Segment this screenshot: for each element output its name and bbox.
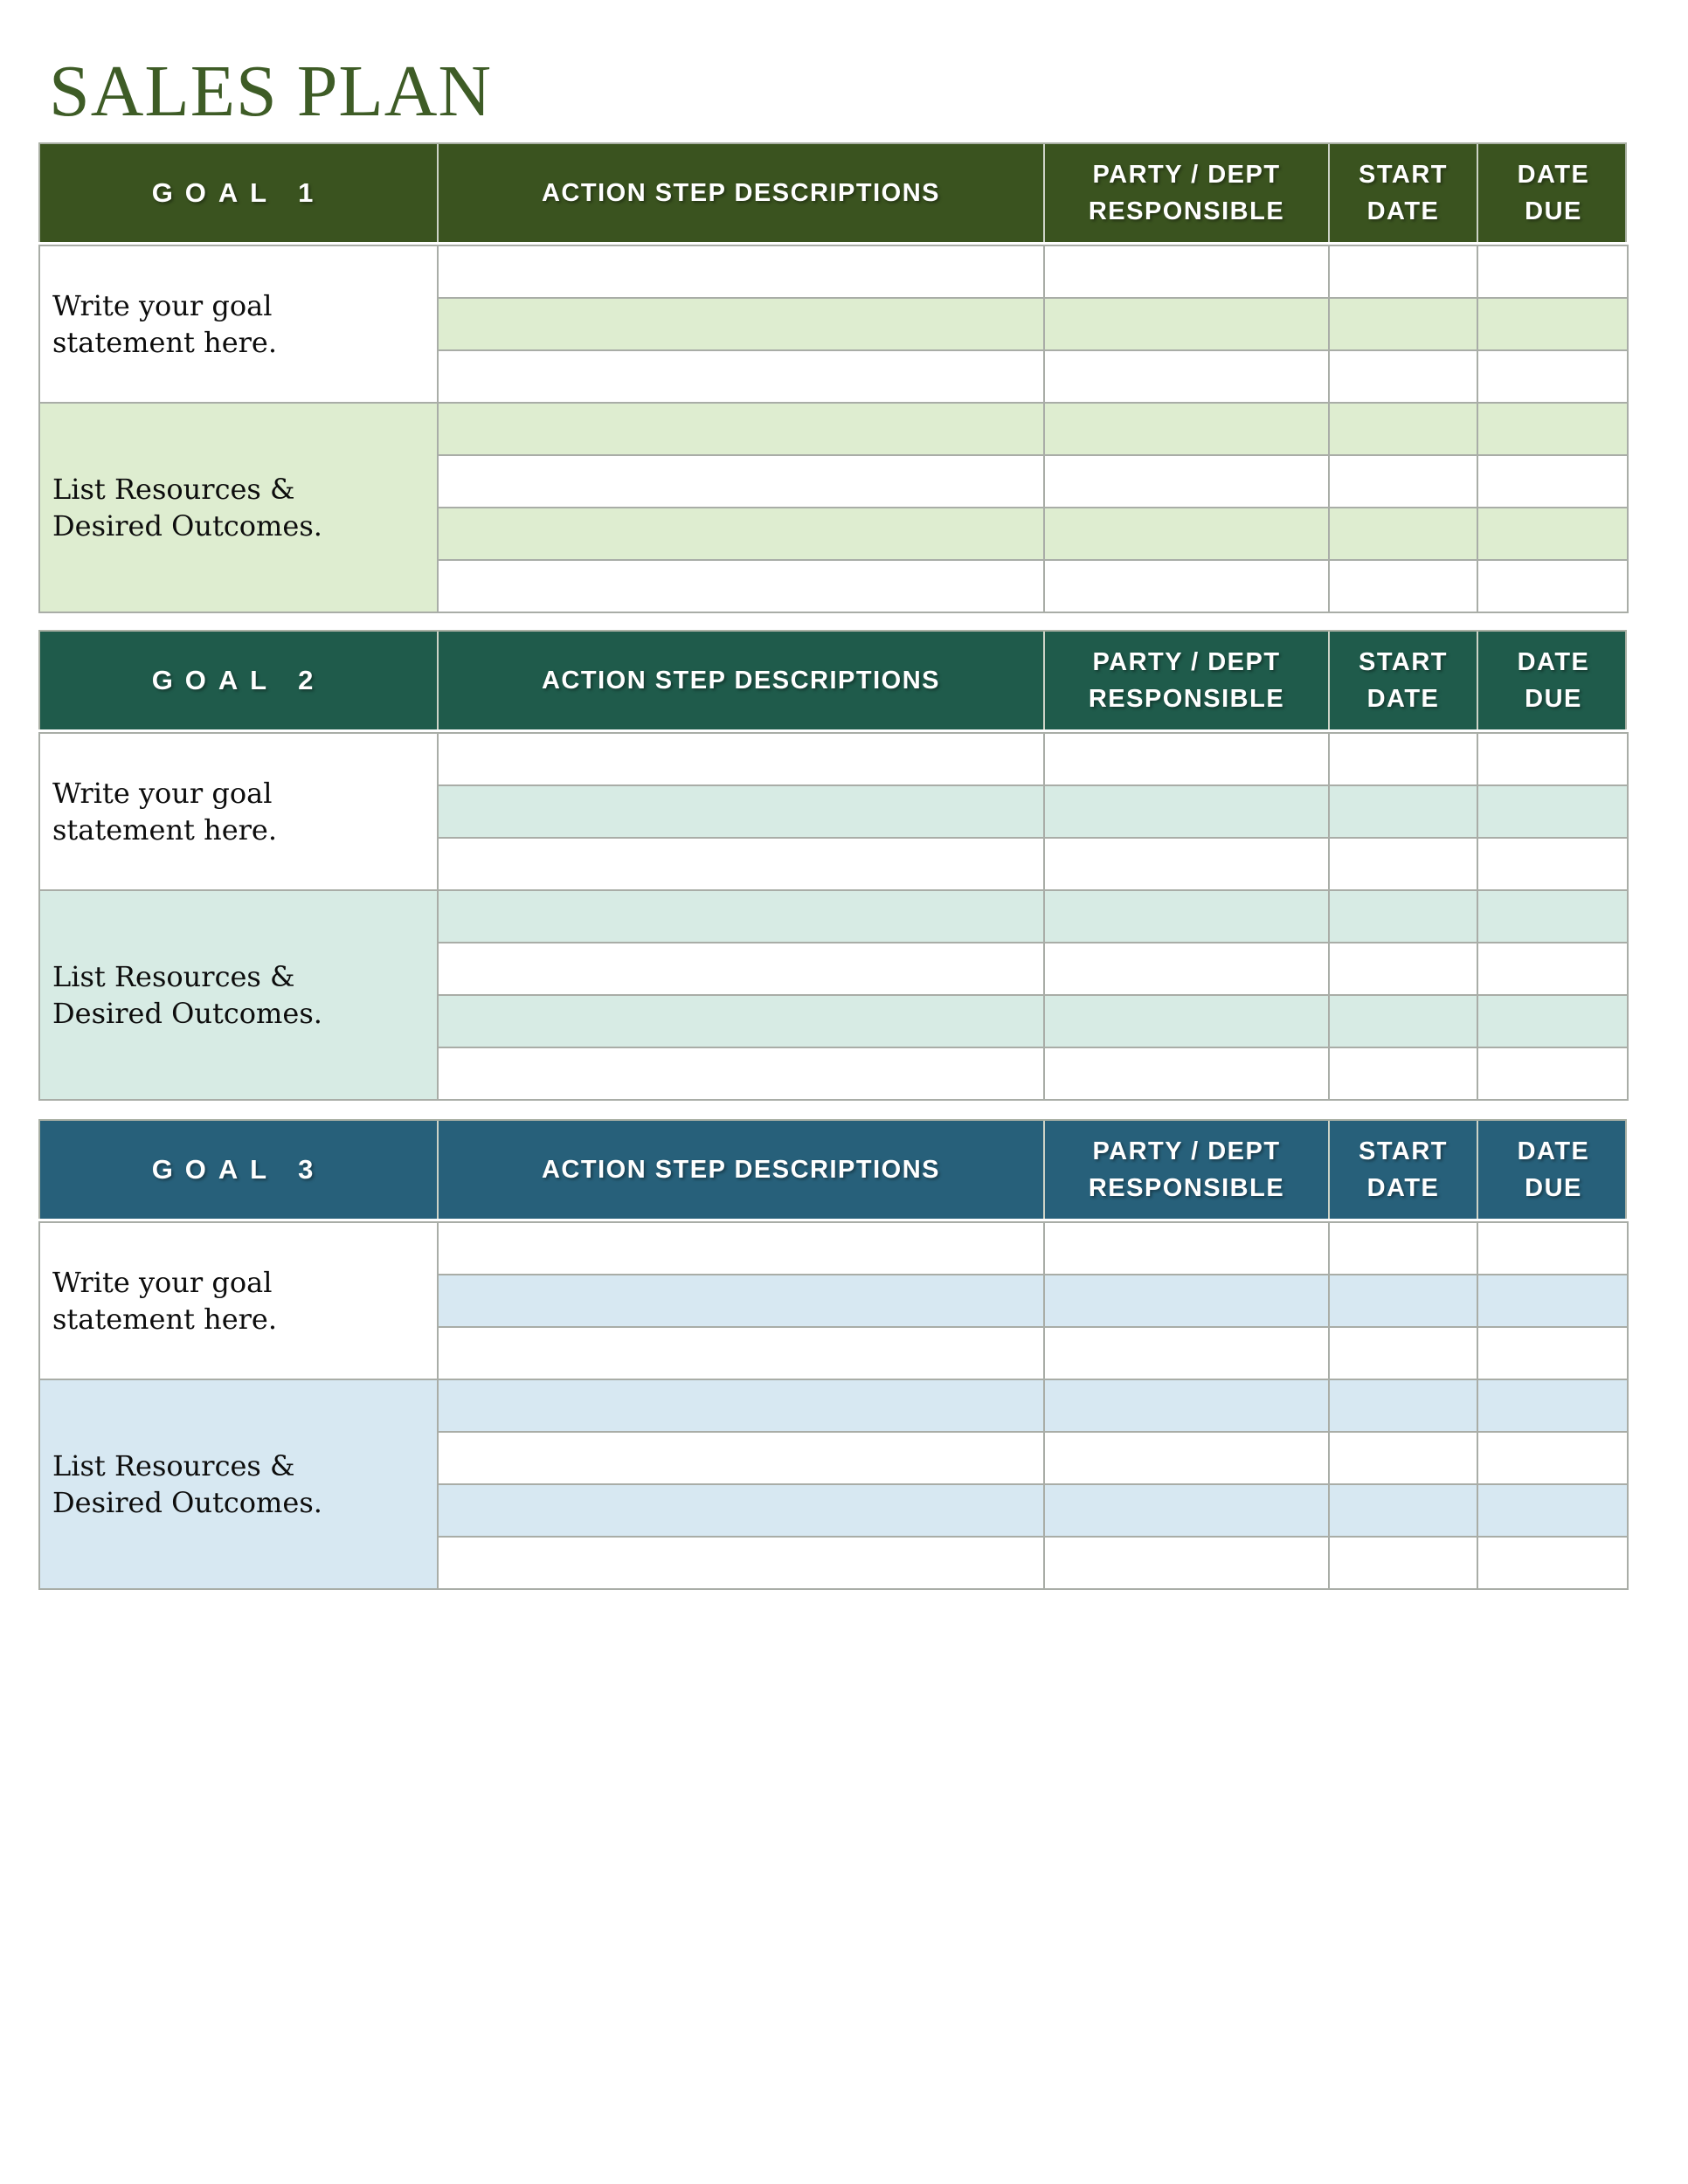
goal-2-table [38, 630, 1627, 1101]
goal-2-action-step-header: ACTION STEP DESCRIPTIONS [439, 632, 1045, 729]
action-step-cell[interactable] [438, 403, 1044, 455]
goal-2-label: GOAL 2 [151, 664, 326, 695]
start-date-cell[interactable] [1329, 1047, 1477, 1100]
start-date-cell[interactable] [1329, 890, 1477, 943]
date-due-cell[interactable] [1477, 1275, 1628, 1327]
party-dept-cell[interactable] [1044, 1275, 1329, 1327]
start-date-cell[interactable] [1329, 943, 1477, 995]
date-due-cell[interactable] [1477, 508, 1628, 560]
goal-statement-cell[interactable]: Write your goal statement here. [39, 733, 438, 890]
goal-1-start-date-header: START DATE [1330, 144, 1478, 242]
goal-3-body [38, 1221, 1629, 1590]
party-dept-cell[interactable] [1044, 838, 1329, 890]
date-due-cell[interactable] [1477, 245, 1628, 298]
action-step-cell[interactable] [438, 1484, 1044, 1537]
action-step-cell[interactable] [438, 508, 1044, 560]
action-step-cell[interactable] [438, 838, 1044, 890]
action-step-cell[interactable] [438, 1537, 1044, 1589]
party-dept-cell[interactable] [1044, 350, 1329, 403]
goal-3-table [38, 1119, 1627, 1590]
start-date-cell[interactable] [1329, 298, 1477, 350]
goal-1-title-cell [40, 144, 439, 242]
start-date-cell[interactable] [1329, 1379, 1477, 1432]
action-step-cell[interactable] [438, 890, 1044, 943]
date-due-cell[interactable] [1477, 995, 1628, 1047]
party-dept-cell[interactable] [1044, 560, 1329, 612]
goal-2-title-cell [40, 632, 439, 729]
party-dept-cell[interactable] [1044, 890, 1329, 943]
action-step-cell[interactable] [438, 733, 1044, 785]
action-step-cell[interactable] [438, 1379, 1044, 1432]
party-dept-cell[interactable] [1044, 298, 1329, 350]
goal-1-action-step-header: ACTION STEP DESCRIPTIONS [439, 144, 1045, 242]
page-title: SALES PLAN [49, 51, 493, 132]
action-step-cell[interactable] [438, 1327, 1044, 1379]
goal-2-date-due-header: DATE DUE [1517, 647, 1590, 713]
action-step-cell[interactable] [438, 1275, 1044, 1327]
start-date-cell[interactable] [1329, 785, 1477, 838]
goal-3-row-1 [39, 1222, 1628, 1275]
action-step-cell[interactable] [438, 995, 1044, 1047]
date-due-cell[interactable] [1477, 1379, 1628, 1432]
start-date-cell[interactable] [1329, 1222, 1477, 1275]
resources-cell[interactable]: List Resources & Desired Outcomes. [39, 1379, 438, 1589]
start-date-cell[interactable] [1329, 838, 1477, 890]
start-date-cell[interactable] [1329, 1432, 1477, 1484]
goal-1-row-1 [39, 245, 1628, 298]
start-date-cell[interactable] [1329, 245, 1477, 298]
start-date-cell[interactable] [1329, 560, 1477, 612]
start-date-cell[interactable] [1329, 1537, 1477, 1589]
party-dept-cell[interactable] [1044, 455, 1329, 508]
date-due-cell[interactable] [1477, 733, 1628, 785]
goal-1-label: GOAL 1 [151, 176, 326, 208]
goal-3-party-dept-header: PARTY / DEPT RESPONSIBLE [1045, 1121, 1330, 1219]
date-due-cell[interactable] [1477, 1432, 1628, 1484]
date-due-cell[interactable] [1477, 455, 1628, 508]
date-due-cell[interactable] [1477, 1537, 1628, 1589]
start-date-cell[interactable] [1329, 1275, 1477, 1327]
goal-2-row-1 [39, 733, 1628, 785]
date-due-cell[interactable] [1477, 1327, 1628, 1379]
date-due-cell[interactable] [1477, 838, 1628, 890]
action-step-cell[interactable] [438, 350, 1044, 403]
goal-3-title-cell [40, 1121, 439, 1219]
start-date-cell[interactable] [1329, 1484, 1477, 1537]
party-dept-cell[interactable] [1044, 1379, 1329, 1432]
party-dept-cell[interactable] [1044, 1222, 1329, 1275]
resources-cell[interactable]: List Resources & Desired Outcomes. [39, 890, 438, 1100]
date-due-cell[interactable] [1477, 1222, 1628, 1275]
goal-statement-cell[interactable]: Write your goal statement here. [39, 245, 438, 403]
date-due-cell[interactable] [1477, 403, 1628, 455]
party-dept-cell[interactable] [1044, 1432, 1329, 1484]
goal-1-body [38, 245, 1629, 613]
goal-1-header-row [38, 142, 1627, 242]
action-step-cell[interactable] [438, 943, 1044, 995]
action-step-cell[interactable] [438, 1222, 1044, 1275]
date-due-cell[interactable] [1477, 298, 1628, 350]
party-dept-cell[interactable] [1044, 785, 1329, 838]
date-due-cell[interactable] [1477, 785, 1628, 838]
goal-3-row-4 [39, 1379, 1628, 1432]
goal-1-party-dept-header: PARTY / DEPT RESPONSIBLE [1045, 144, 1330, 242]
goal-3-label: GOAL 3 [151, 1153, 326, 1185]
start-date-cell[interactable] [1329, 1327, 1477, 1379]
party-dept-cell[interactable] [1044, 1327, 1329, 1379]
party-dept-cell[interactable] [1044, 733, 1329, 785]
goal-3-action-step-header: ACTION STEP DESCRIPTIONS [439, 1121, 1045, 1219]
date-due-cell[interactable] [1477, 890, 1628, 943]
goal-1-row-4 [39, 403, 1628, 455]
party-dept-cell[interactable] [1044, 1537, 1329, 1589]
party-dept-cell[interactable] [1044, 1484, 1329, 1537]
resources-cell[interactable]: List Resources & Desired Outcomes. [39, 403, 438, 612]
action-step-cell[interactable] [438, 1047, 1044, 1100]
start-date-cell[interactable] [1329, 508, 1477, 560]
party-dept-cell[interactable] [1044, 943, 1329, 995]
goal-2-party-dept-header: PARTY / DEPT RESPONSIBLE [1045, 632, 1330, 729]
start-date-cell[interactable] [1329, 733, 1477, 785]
action-step-cell[interactable] [438, 785, 1044, 838]
date-due-cell[interactable] [1477, 1047, 1628, 1100]
party-dept-cell[interactable] [1044, 508, 1329, 560]
party-dept-cell[interactable] [1044, 995, 1329, 1047]
date-due-cell[interactable] [1477, 1484, 1628, 1537]
date-due-cell[interactable] [1477, 560, 1628, 612]
goal-2-header-row [38, 630, 1627, 729]
action-step-cell[interactable] [438, 1432, 1044, 1484]
action-step-cell[interactable] [438, 298, 1044, 350]
goal-3-header-row [38, 1119, 1627, 1219]
goal-2-start-date-header: START DATE [1330, 632, 1478, 729]
action-step-cell[interactable] [438, 245, 1044, 298]
date-due-cell[interactable] [1477, 943, 1628, 995]
goal-3-date-due-header: DATE DUE [1517, 1137, 1590, 1202]
goal-1-date-due-header: DATE DUE [1517, 160, 1590, 225]
start-date-cell[interactable] [1329, 455, 1477, 508]
action-step-cell[interactable] [438, 455, 1044, 508]
action-step-cell[interactable] [438, 560, 1044, 612]
start-date-cell[interactable] [1329, 350, 1477, 403]
goal-1-table [38, 142, 1627, 613]
start-date-cell[interactable] [1329, 403, 1477, 455]
goal-2-row-4 [39, 890, 1628, 943]
goal-2-body [38, 732, 1629, 1101]
start-date-cell[interactable] [1329, 995, 1477, 1047]
date-due-cell[interactable] [1477, 350, 1628, 403]
party-dept-cell[interactable] [1044, 245, 1329, 298]
goal-statement-cell[interactable]: Write your goal statement here. [39, 1222, 438, 1379]
goal-3-start-date-header: START DATE [1330, 1121, 1478, 1219]
party-dept-cell[interactable] [1044, 403, 1329, 455]
party-dept-cell[interactable] [1044, 1047, 1329, 1100]
